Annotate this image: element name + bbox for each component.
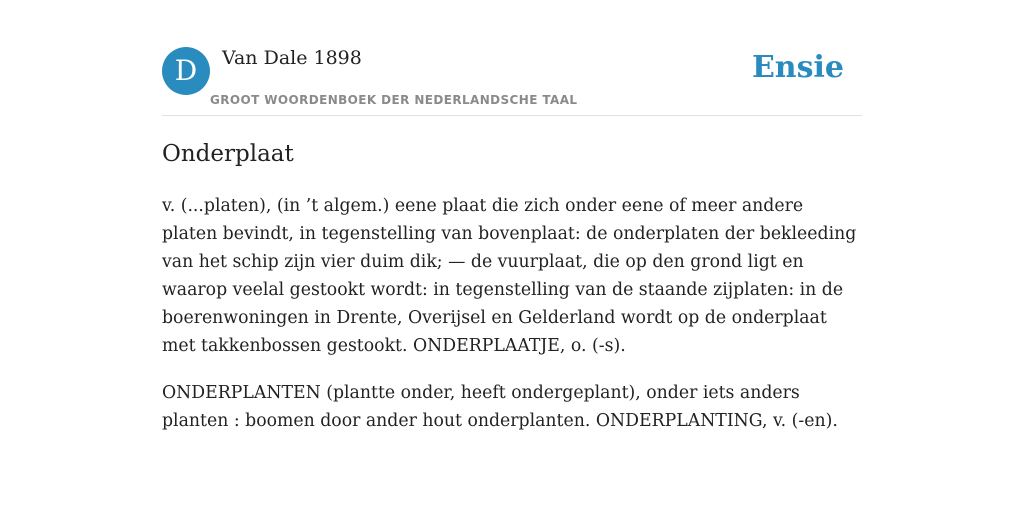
- ensie-logo[interactable]: Ensie: [751, 50, 844, 85]
- source-header: [162, 46, 862, 116]
- source-title-link[interactable]: Van Dale 1898: [222, 47, 362, 69]
- definition-paragraph: ONDERPLANTEN (plantte onder, heeft ondergeplant), onder iets anders planten : boomen door ander hout onderplanten. ONDERPLANTING, v. (-en).: [162, 383, 838, 431]
- entry-title: Onderplaat: [162, 141, 294, 167]
- source-avatar[interactable]: D: [162, 47, 210, 95]
- source-subtitle: GROOT WOORDENBOEK DER NEDERLANDSCHE TAAL: [210, 93, 578, 107]
- definition-paragraph: v. (...platen), (in ’t algem.) eene plaat die zich onder eene of meer andere platen bevindt, in tegenstelling van bovenplaat: de onderplaten der bekleeding van het schip zijn vier duim dik; — de vuurplaat, die op den grond ligt en waarop veelal gestookt wordt: in tegenstelling van de staande zijplaten: in de boerenwoningen in Drente, Overijsel en Gelderland wordt op de onderplaat met takkenbossen gestookt. ONDERPLAATJE, o. (-s).: [162, 196, 857, 356]
